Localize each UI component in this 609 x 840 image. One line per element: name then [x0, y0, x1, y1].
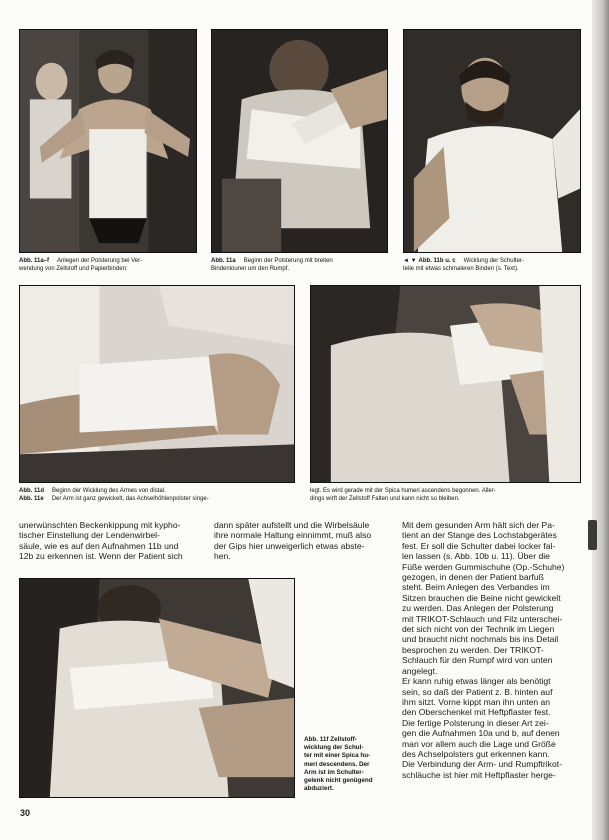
caption-fig-11a-line1: Beginn der Polsterung mit breiten — [243, 258, 333, 264]
body-col3-line: Mit dem gesunden Arm hält sich der Pa- — [402, 520, 555, 530]
photo-fig-11d — [19, 285, 295, 483]
caption-fig-11a-line2: Bindenlouren um den Rumpf. — [211, 266, 290, 272]
photo-fig-11bc — [403, 29, 581, 253]
caption-fig-11f-line: abduziert. — [304, 785, 334, 793]
caption-fig-11e-ref: Abb. 11e — [19, 496, 44, 502]
body-col3-line: fest. Er soll die Schulter dabei locker fal- — [402, 540, 556, 551]
page-number: 30 — [20, 808, 31, 818]
photo-fig-11bc-image — [404, 30, 580, 252]
caption-fig-11bc-ref: Abb. 11b u. c — [418, 258, 456, 264]
body-column-2 — [214, 520, 399, 562]
body-col3-line: ihm sitzt. Vorne kippt man ihn unten an — [402, 696, 551, 707]
photo-fig-11e — [310, 285, 581, 483]
body-col3-line: angelegt. — [402, 665, 438, 676]
body-col3-line: sein, so daß der Patient z. B. hinten auf — [402, 686, 553, 697]
body-col3-line: steht. Beim Anlegen des Verbandes im — [402, 582, 550, 593]
caption-fig-11a-f-line2: wendung von Zellstoff und Papierbinden: — [19, 266, 128, 272]
caption-fig-11a-ref: Abb. 11a — [211, 258, 236, 264]
photo-fig-11a-image — [212, 30, 387, 252]
caption-fig-11d-line1: Beginn der Wicklung des Armes von distal. — [52, 488, 166, 494]
caption-fig-11f-line: ter mit einer Spica hu- — [304, 752, 371, 760]
body-col3-line: Schlauch für den Rumpf wird von unten — [402, 655, 553, 666]
caption-fig-11bc-line2: teile mit etwas schmaleren Binden (s. Text). — [403, 266, 519, 272]
book-spine-edge — [592, 0, 609, 840]
body-col3-line: zu werden. Das Anlegen der Polsterung — [402, 603, 554, 614]
body-col3-line: den Oberschenkel mit Heftpflaster fest. — [402, 707, 551, 718]
caption-fig-11a-f-line1: Anlegen der Polsterung bei Ver- — [57, 258, 143, 264]
caption-fig-11bc — [403, 257, 587, 273]
caption-fig-11e-line: Der Arm ist ganz gewickelt, das Achselhöhlenpolster singe- — [51, 496, 209, 502]
body-col1-line: säule, wie es auf den Aufnahmen 11b und — [19, 540, 179, 551]
photo-fig-11a-f — [19, 29, 197, 253]
caption-fig-11bc-arrows: ◄ ▼ — [403, 258, 417, 264]
caption-fig-11f-line: Arm ist im Schulter- — [304, 768, 364, 776]
caption-fig-11bc-line1: Wicklung der Schulter- — [463, 258, 524, 264]
body-col3-line: schläuche ist hier mit Heftpflaster herge- — [402, 769, 556, 780]
caption-fig-11f-line: wicklung der Schul- — [304, 744, 364, 752]
body-col3-line: gezogen, in denen der Patient barfuß — [402, 572, 544, 583]
caption-fig-11f — [304, 736, 396, 793]
body-col3-line: Sitzen brauchen die Beine nicht gewickelt — [402, 592, 561, 603]
thumb-index-tab — [588, 520, 597, 550]
body-col3-line: gen die Aufnahmen 10a und b, auf denen — [402, 728, 560, 739]
caption-fig-11a-f — [19, 257, 201, 273]
body-col3-line: Er kann ruhig etwas länger als benötigt — [402, 676, 551, 687]
caption-fig-11a-f-ref: Abb. 11a–f — [19, 258, 50, 264]
photo-fig-11a — [211, 29, 388, 253]
body-col3-line: tient an der Stange des Lochstabgerätes — [402, 530, 557, 541]
body-col3-line: man vor allem auch die Lage und Größe — [402, 738, 556, 749]
body-col3-line: mit TRIKOT-Schlauch und Filz unterschei- — [402, 613, 563, 624]
body-col3-line: Die Verbindung der Arm- und Rumpftrikot- — [402, 759, 563, 770]
body-col3-line: Füße werden Gummischuhe (Op.-Schuhe) — [402, 561, 565, 572]
body-col1-line: unerwünschten Beckenkippung mit kypho- — [19, 520, 181, 530]
body-col3-line: len lassen (s. Abb. 10b u. 11). Über die — [402, 551, 550, 562]
caption-fig-11f-line: gelenk nicht genügend — [304, 777, 373, 785]
body-col3-line: det sich nicht von der Technik im Liegen — [402, 624, 555, 635]
caption-fig-11f-line: Abb. 11f Zellstoff- — [304, 736, 357, 743]
photo-fig-11f-image — [20, 579, 294, 797]
body-col2-line: hen. — [214, 551, 231, 562]
photo-fig-11f — [19, 578, 295, 798]
body-col3-line: Die fertige Polsterung in dieser Art zei- — [402, 717, 549, 728]
body-col2-line: der Gips hier unweigerlich etwas abste- — [214, 540, 365, 551]
body-column-1 — [19, 520, 209, 562]
body-col1-line: tischer Einstellung der Lendenwirbel- — [19, 530, 160, 541]
body-col3-line: besprochen zu werden. Der TRIKOT- — [402, 644, 544, 655]
caption-fig-11e-cont1: legt. Es wird gerade mit der Spica humeri ascendens begonnen. Aller- — [310, 488, 496, 494]
body-col2-line: ihre normale Haltung einnimmt, muß also — [214, 530, 372, 541]
photo-fig-11e-image — [311, 286, 580, 482]
body-col2-line: dann später aufstellt und die Wirbelsäule — [214, 520, 370, 530]
body-col1-line: 12b zu erkennen ist. Wenn der Patient sich — [19, 551, 183, 562]
body-col3-line: und braucht nicht nochmals bis ins Detail — [402, 634, 559, 645]
photo-fig-11a-f-image — [20, 30, 196, 252]
caption-fig-11d-ref: Abb. 11d — [19, 488, 45, 494]
caption-fig-11a — [211, 257, 393, 273]
caption-fig-11e-continued — [310, 487, 588, 503]
caption-fig-11f-line: meri descendens. Der — [304, 760, 370, 768]
body-col3-line: des Achselpolsters gut erkennen kann. — [402, 748, 550, 759]
photo-fig-11d-image — [20, 286, 294, 482]
body-column-3 — [402, 520, 590, 780]
caption-fig-11d — [19, 487, 309, 503]
caption-fig-11e-cont2: dings wirft der Zellstoff Falten und kann nicht so bleiben. — [310, 496, 460, 502]
